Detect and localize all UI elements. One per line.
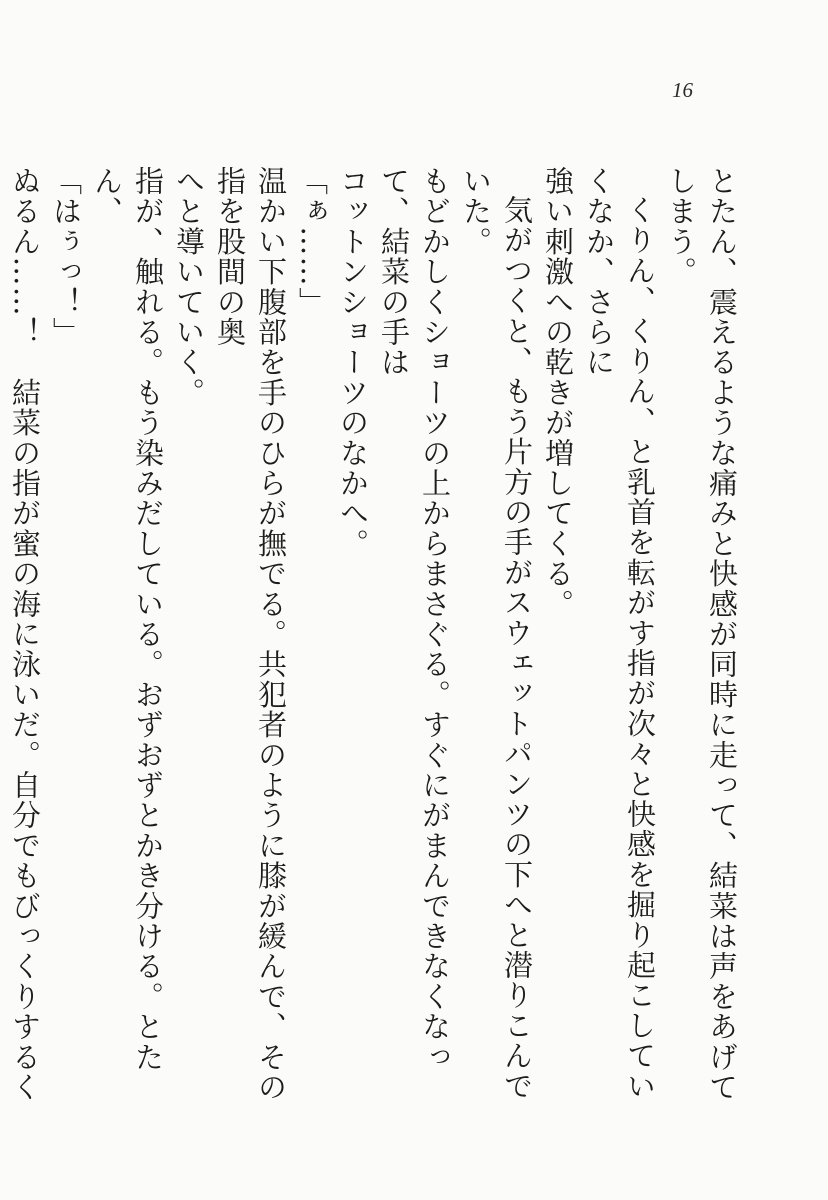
text-line: 強い刺激への乾きが増してくる。: [541, 166, 575, 619]
text-line: 指が、触れる。もう染みだしている。おずおずとかき分ける。とたん、: [90, 166, 165, 1072]
text-line: 「はぅっ！」: [49, 166, 83, 348]
text-line: とたん、震えるような痛みと快感が同時に走って、結菜は声をあげてしまう。: [664, 166, 739, 1103]
vertical-text-body: [0, 166, 742, 1106]
text-line: ぬるん……！ 結菜の指が蜜の海に泳いだ。自分でもびっくりするく: [8, 166, 42, 1103]
text-line: コットンショーツのなかへ。: [336, 166, 370, 559]
text-line: へと導いていく。: [172, 166, 206, 408]
text-line: くりん、くりん、と乳首を転がす指が次々と快感を掘り起こしていくなか、さらに: [582, 166, 657, 1101]
text-line: もどかしくショーツの上からまさぐる。すぐにがまんできなくなって、結菜の手は: [377, 166, 452, 1072]
text-line: 温かい下腹部を手のひらが撫でる。共犯者のように膝が緩んで、その指を股間の奥: [213, 166, 288, 1103]
page-number: 16: [672, 78, 693, 102]
text-line: 「ぁ……」: [295, 166, 329, 317]
text-line: 気がつくと、もう片方の手がスウェットパンツの下へと潜りこんでいた。: [459, 166, 534, 1101]
